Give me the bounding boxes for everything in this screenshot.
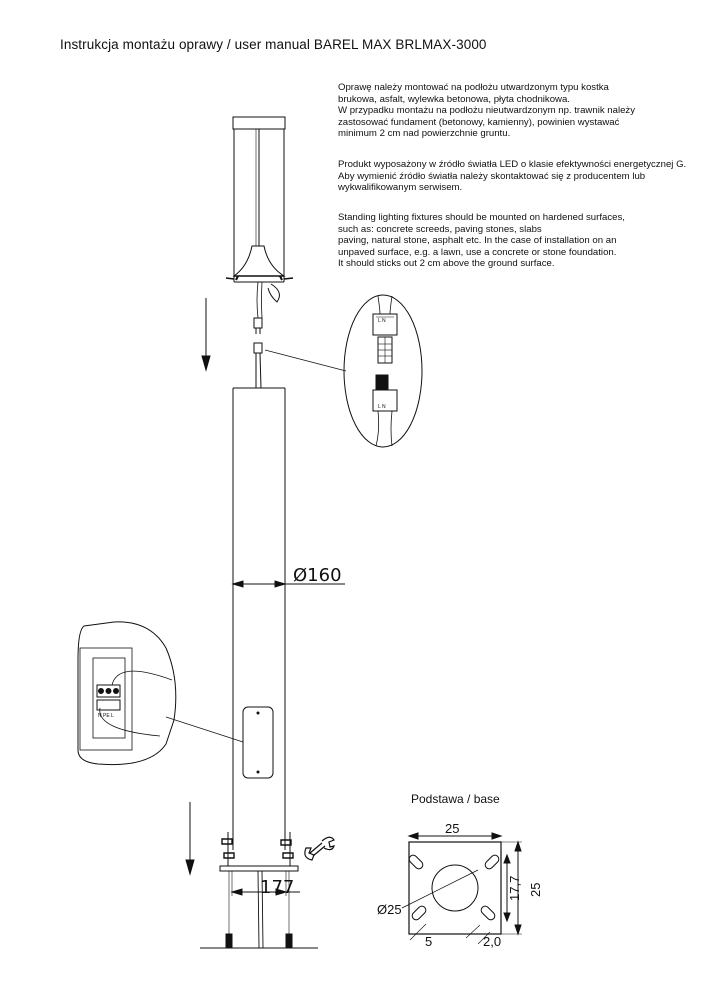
wire-connector: [254, 318, 346, 388]
connector-bottom-label: L N: [378, 404, 386, 410]
text-line: paving, natural stone, asphalt etc. In the case of installation on an: [338, 235, 617, 247]
base-inner-label: 17,7: [507, 875, 522, 901]
pole: [233, 388, 285, 850]
base-section-title: Podstawa / base: [411, 792, 500, 806]
text-line: wykwalifikowanym serwisem.: [338, 182, 463, 194]
text-line: minimum 2 cm nad powierzchnie gruntu.: [338, 128, 511, 140]
text-line: such as: concrete screeds, paving stones, slabs: [338, 223, 542, 235]
connector-top-label: L N: [378, 318, 386, 324]
text-line: Oprawę należy montować na podłożu utwardzonym typu kostka: [338, 82, 609, 93]
base-flange: [200, 832, 318, 948]
base-slot-label: 2,0: [483, 934, 502, 949]
base-hole-label: Ø25: [377, 902, 402, 917]
text-line: brukowa, asfalt, wylewka betonowa, płyta chodnikowa.: [338, 93, 570, 105]
text-line: It should sticks out 2 cm above the ground surface.: [338, 258, 555, 270]
luminaire-head: [226, 117, 293, 318]
text-line: unpaved surface, e.g. a lawn, use a concrete or stone foundation.: [338, 246, 617, 258]
text-line: Standing lighting fixtures should be mounted on hardened surfaces,: [338, 212, 625, 223]
base-height-label: 25: [528, 882, 543, 897]
text-line: Produkt wyposażony w źródło światła LED o klasie efektywności energetycznej G.: [338, 159, 687, 170]
down-arrow-icon: [202, 298, 210, 370]
base-plate: [402, 833, 522, 944]
down-arrow-icon: [186, 802, 194, 874]
text-line: zastosować fundament (betonowy, kamienny), powinien wystawać: [338, 116, 620, 128]
wrench-icon: [305, 837, 334, 860]
base-width-label: 25: [445, 821, 460, 836]
terminal-detail: [78, 622, 243, 765]
page-title: Instrukcja montażu oprawy / user manual BAREL MAX BRLMAX-3000: [60, 37, 487, 52]
base-offset-label: 5: [425, 934, 433, 949]
base-height-label: 177: [260, 877, 295, 898]
text-line: W przypadku montażu na podłożu nieutwardzonym np. trawnik należy: [338, 105, 636, 117]
diameter-label: Ø160: [293, 565, 342, 586]
text-line: Aby wymienić źródło światła należy skontaktować się z producentem lub: [338, 170, 646, 182]
terminal-label: N PE L: [98, 713, 114, 719]
